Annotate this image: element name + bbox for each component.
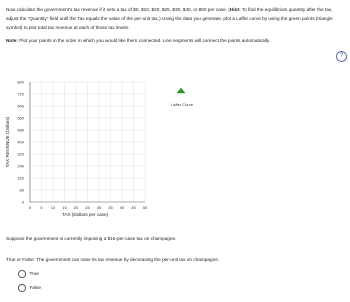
help-icon: ? bbox=[339, 53, 344, 59]
y-tick-label: 640 bbox=[17, 103, 24, 109]
x-tick-label: 50 bbox=[142, 205, 148, 210]
x-axis-label: TAX (Dollars per case) bbox=[61, 212, 109, 217]
y-tick-label: 400 bbox=[17, 139, 24, 145]
plot-note bbox=[6, 38, 270, 43]
problem-instructions bbox=[6, 5, 346, 32]
legend-label: Laffer Curve bbox=[171, 102, 193, 107]
y-tick-label: 80 bbox=[19, 187, 24, 193]
y-tick-label: 720 bbox=[17, 91, 24, 97]
x-tick-label: 0 bbox=[28, 205, 32, 210]
x-tick-label: 35 bbox=[108, 205, 113, 210]
chart-grid bbox=[30, 82, 145, 202]
radio-true[interactable] bbox=[18, 270, 26, 278]
radio-false[interactable] bbox=[18, 284, 26, 292]
x-tick-label: 10 bbox=[50, 205, 56, 210]
option-true-label: True bbox=[29, 271, 39, 277]
intro-lead: Now calculate the government's tax revenue if it sets a tax of $0, $10, $20, $25, $30, $40, or $50 per case. ( bbox=[6, 7, 230, 12]
y-tick-label: 0 bbox=[21, 199, 24, 205]
x-tick-label: 25 bbox=[85, 205, 90, 210]
y-tick-label: 480 bbox=[17, 127, 24, 133]
x-tick-label: 15 bbox=[62, 205, 67, 210]
question-prompt: True or False: The government can raise its tax revenue by decreasing the per-unit tax on champagne. bbox=[6, 257, 220, 262]
x-tick-label: 40 bbox=[119, 205, 125, 210]
y-tick-label: 240 bbox=[17, 163, 24, 169]
note-text: Plot your points in the order in which you would like them connected. Line segments will connect the points automatically. bbox=[17, 38, 271, 43]
hint-label: Hint: bbox=[229, 7, 241, 12]
x-tick-label: 5 bbox=[40, 205, 43, 210]
x-tick-label: 30 bbox=[96, 205, 102, 210]
x-axis-ticks bbox=[29, 205, 148, 210]
option-false-label: False bbox=[29, 285, 41, 291]
y-axis-ticks bbox=[17, 80, 24, 205]
scenario-text: Suppose the government is currently imposing a $15-per-case tax on champagne. bbox=[6, 236, 177, 241]
help-button[interactable] bbox=[336, 51, 347, 62]
y-axis-label: TAX REVENUE (Dollars) bbox=[5, 116, 10, 168]
laffer-curve-legend[interactable] bbox=[171, 88, 194, 107]
x-tick-label: 45 bbox=[131, 205, 136, 210]
laffer-curve-graph[interactable] bbox=[0, 70, 350, 230]
y-tick-label: 320 bbox=[17, 151, 24, 157]
x-tick-label: 20 bbox=[73, 205, 79, 210]
y-tick-label: 560 bbox=[17, 115, 24, 121]
y-tick-label: 800 bbox=[17, 79, 24, 85]
note-label: Note: bbox=[6, 38, 18, 43]
y-tick-label: 160 bbox=[17, 175, 24, 181]
intro-rest: To find the equilibrium quantity after the tax, adjust the "Quantity" field until the Tax equals the value of the per-unit tax.) Using the data you generate, plot a Laffer curve by using the green points (triangle symbol) to plot total tax revenue at each of those tax levels. bbox=[6, 7, 333, 30]
green-triangle-icon[interactable] bbox=[177, 88, 185, 93]
option-false[interactable] bbox=[18, 284, 41, 292]
option-true[interactable] bbox=[18, 270, 39, 278]
